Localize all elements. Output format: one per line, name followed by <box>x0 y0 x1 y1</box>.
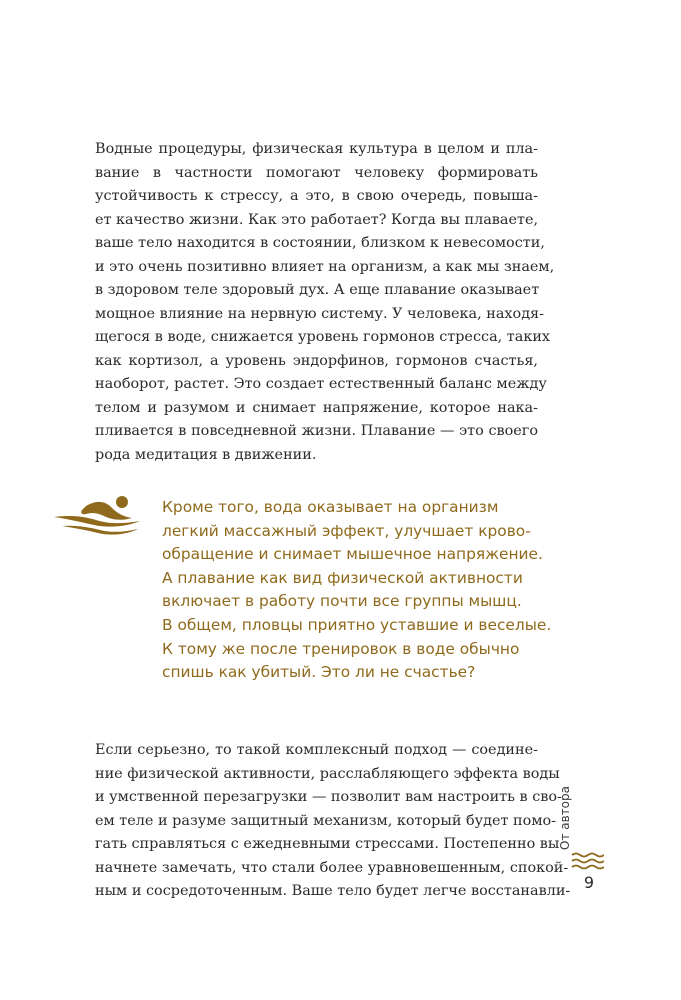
quote-line: Кроме того, вода оказывает на организм <box>162 498 499 516</box>
quote-line: обращение и снимает мышечное напряжение. <box>162 545 543 564</box>
swimmer-icon <box>52 494 142 536</box>
text-line: ние физической активности, расслабляющего эффекта воды <box>95 765 560 782</box>
text-line: Если серьезно, то такой комплексный подход — соедине- <box>95 742 538 758</box>
section-label: От автора <box>558 786 572 850</box>
text-line: ным и сосредоточенным. Ваше тело будет легче восстанавли- <box>95 883 571 899</box>
quote-line: В общем, пловцы приятно уставшие и веселые. <box>162 615 552 634</box>
text-line: телом и разумом и снимает напряжение, которое нака- <box>95 399 538 416</box>
text-line: вание в частности помогают человеку формировать <box>95 164 538 181</box>
text-line: ваше тело находится в состоянии, близком к невесомости, <box>95 235 545 251</box>
text-line: щегося в воде, снижается уровень гормонов стресса, таких <box>95 329 551 345</box>
text-line: в здоровом теле здоровый дух. А еще плавание оказывает <box>95 282 540 298</box>
text-line: ем теле и разуме защитный механизм, который будет помо- <box>95 812 557 829</box>
waves-icon <box>570 851 604 871</box>
quote-line: К тому же после тренировок в воде обычно <box>162 639 520 658</box>
text-line: наоборот, растет. Это создает естественный баланс между <box>95 376 547 392</box>
quote-line: включает в работу почти все группы мышц. <box>162 592 522 611</box>
text-line: начнете замечать, что стали более уравновешенным, спокой- <box>95 859 569 876</box>
quote-line: легкий массажный эффект, улучшает крово- <box>162 521 531 540</box>
text-line: мощное влияние на нервную систему. У человека, находя- <box>95 305 544 322</box>
pull-quote <box>162 496 552 685</box>
text-line: пливается в повседневной жизни. Плавание — это своего <box>95 423 538 439</box>
text-line: как кортизол, а уровень эндорфинов, гормонов счастья, <box>95 352 538 369</box>
text-line: рода медитация в движении. <box>95 446 317 463</box>
quote-line: А плавание как вид физической активности <box>162 568 523 587</box>
text-line: Водные процедуры, физическая культура в целом и пла- <box>95 141 538 157</box>
page-number: 9 <box>583 873 595 892</box>
text-line: гать справляться с ежедневными стрессами. Постепенно вы <box>95 836 560 852</box>
body-paragraph-1 <box>95 138 555 467</box>
text-line: и умственной перезагрузки — позволит вам настроить в сво- <box>95 789 562 805</box>
text-line: и это очень позитивно влияет на организм, а как мы знаем, <box>95 258 555 275</box>
text-line: ет качество жизни. Как это работает? Когда вы плаваете, <box>95 211 539 228</box>
quote-line: спишь как убитый. Это ли не счастье? <box>162 663 476 682</box>
text-line: устойчивость к стрессу, а это, в свою очередь, повыша- <box>95 188 538 204</box>
